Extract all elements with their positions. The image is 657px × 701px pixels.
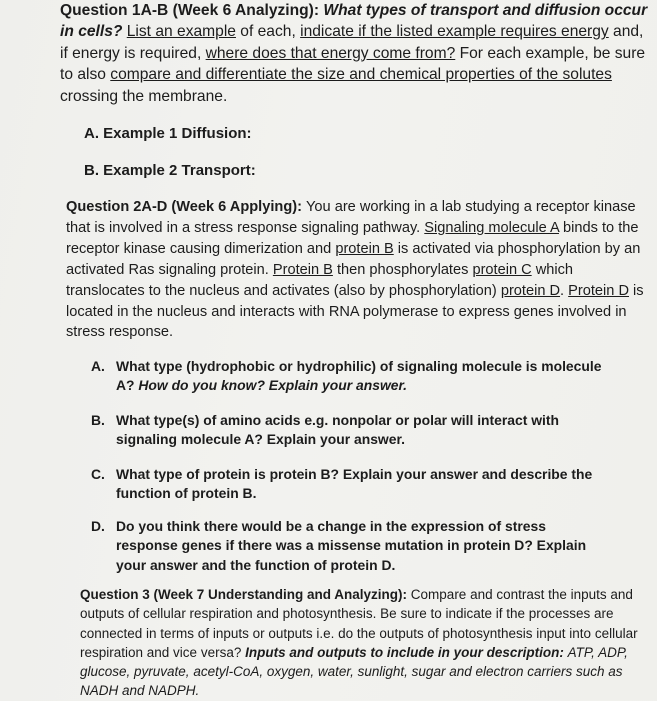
- question-2-prompt: Question 2A-D (Week 6 Applying): You are working in a lab studying a receptor kinase that is involved in a stress response signaling pathway. Signaling molecule A binds to the receptor kinase causing dimerization and protein B is activated via phosphorylation by an activated Ras signaling protein. Protein B then phosphorylates protein C which translocates to the nucleus and activates (also by phosphorylation) protein D. Protein D is located in the nucleus and interacts with RNA polymerase to express genes involved in stress response.: [66, 199, 644, 341]
- instruction-energy-source: where does that energy come from?: [205, 44, 456, 62]
- question-1-heading: Question 1A-B (Week 6 Analyzing):: [60, 2, 324, 19]
- instruction-compare-solutes: compare and differentiate the size and chemical properties of the solutes: [110, 66, 612, 84]
- question-3-prompt: Question 3 (Week 7 Understanding and Analyzing): Compare and contrast the inputs and outputs of cellular respiration and photosynthesis. Be sure to indicate if the processes are connected in terms of inputs or outputs i.e. do the outputs of photosynthesis input into cellular respiration and vice versa? Inputs and outputs to include in your description: ATP, ADP, glucose, pyruvate, acetyl-CoA, oxygen, water, sunlight, sugar and electron carriers such as NADH and NADPH.: [80, 587, 638, 699]
- term-protein-c: protein C: [472, 261, 532, 278]
- term-signaling-molecule-a: Signaling molecule A: [424, 219, 559, 236]
- part-text: What type of protein is protein B? Explain your answer and describe the function of protein B.: [116, 466, 593, 502]
- part-label: D.: [91, 518, 105, 534]
- term-protein-b-2: Protein B: [272, 261, 333, 278]
- part-label: A.: [91, 358, 105, 374]
- instruction-indicate-energy: indicate if the listed example requires energy: [300, 23, 609, 41]
- part-text: Do you think there would be a change in the expression of stress response genes if there was a missense mutation in protein D? Explain your answer and the function of protein D.: [116, 518, 587, 573]
- term-protein-b: protein B: [335, 240, 394, 257]
- term-protein-d-2: Protein D: [568, 282, 629, 299]
- part-text: What type(s) of amino acids e.g. nonpolar or polar will interact with signaling molecule A? Explain your answer.: [116, 412, 560, 448]
- part-label: B.: [91, 412, 105, 428]
- question-3-include-label: Inputs and outputs to include in your description:: [245, 644, 568, 660]
- question-1-prompt: Question 1A-B (Week 6 Analyzing): What types of transport and diffusion occur in cells? List an example of each, indicate if the listed example requires energy and, if energy is required, where does that energy come from? For each example, be sure to also compare and differentiate the size and chemical properties of the solutes crossing the membrane.: [60, 2, 648, 105]
- question-2-heading: Question 2A-D (Week 6 Applying):: [66, 199, 307, 215]
- part-text: What type (hydrophobic or hydrophilic) of signaling molecule is molecule A? How do you know? Explain your answer.: [116, 358, 602, 394]
- question-3-terms: ATP, ADP, glucose, pyruvate, acetyl-CoA, oxygen, water, sunlight, sugar and electron carriers such as NADH and NADPH.: [80, 644, 628, 699]
- question-3-heading: Question 3 (Week 7 Understanding and Analyzing):: [80, 587, 411, 602]
- question-1-part-b: B. Example 2 Transport:: [84, 162, 256, 179]
- question-1-main-question: What types of transport and diffusion occur in cells?: [60, 2, 648, 41]
- part-label: C.: [91, 466, 105, 482]
- question-1-part-a: A. Example 1 Diffusion:: [84, 125, 252, 142]
- instruction-list-example: List an example: [126, 23, 236, 41]
- term-protein-d: protein D: [500, 282, 561, 299]
